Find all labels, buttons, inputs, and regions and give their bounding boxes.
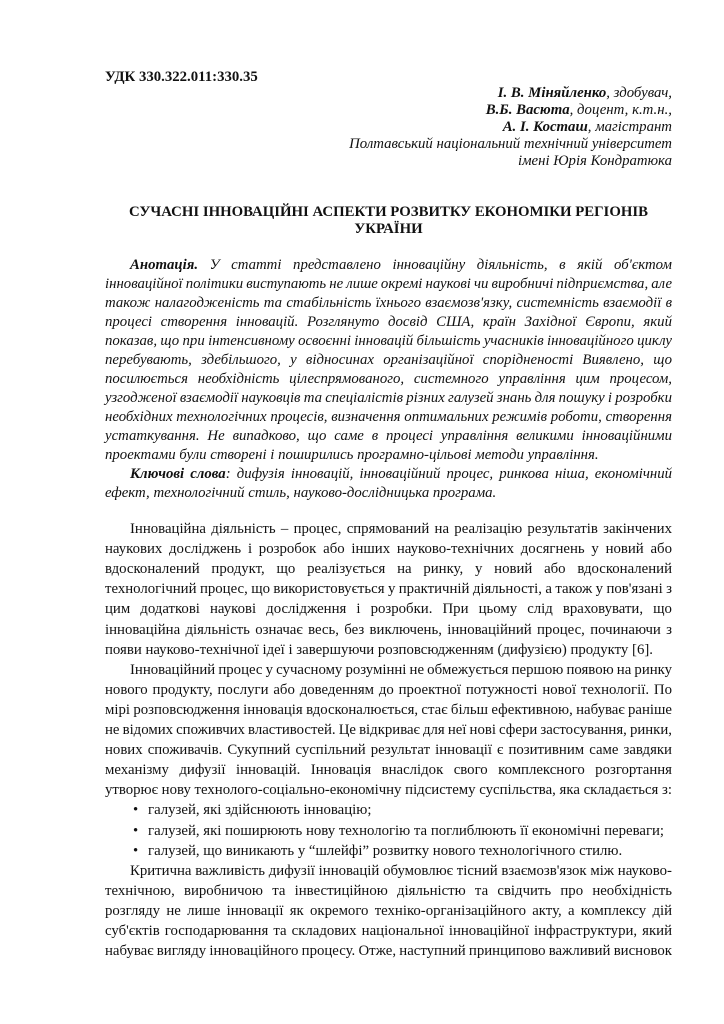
body-text: вдосконалений продукт, що реалізується на ринку, у новий або вдосконалений [105, 561, 673, 577]
abstract-line [105, 370, 672, 388]
body-text: технологічний процес, що використовується у практичній діяльності, а також у пов'язані з [105, 581, 672, 597]
keywords-text: : дифузія інновацій, інноваційний процес, ринкова ніша, економічний [225, 466, 673, 482]
abstract-line [105, 313, 672, 331]
body-line [105, 701, 672, 719]
bullet-item [148, 822, 672, 840]
body-text: утворює нову технолого-соціально-економічну підсистему суспільства, яка складається з: [105, 782, 672, 798]
body-line [105, 882, 672, 900]
body-line [105, 641, 672, 659]
body-text: нових споживачів. Сукупний суспільний результат інновації є позитивним саме завдяки [105, 742, 672, 758]
body-line [105, 922, 672, 940]
body-line [130, 520, 672, 538]
bullet-icon: • [133, 802, 139, 818]
abstract-text: У статті представлено інноваційну діяльність, в якій об'єктом [198, 257, 672, 273]
bullet-text: галузей, які поширюють нову технологію та поглиблюють її економічні переваги; [148, 823, 665, 839]
body-line [105, 540, 672, 558]
abstract-text: процесі створення інновацій. Розглянуто досвід США, країн Західної Європи, який [105, 314, 672, 330]
body-text: Критична важливість дифузії інновацій обумовлює тісний взаємозв'язок між науково- [130, 863, 672, 879]
body-line [105, 721, 672, 739]
body-text: Інноваційний процес у сучасному розумінні не обмежується першою появою на ринку [130, 662, 673, 678]
bullet-item [148, 842, 672, 860]
body-line [105, 681, 672, 699]
body-line [105, 600, 672, 618]
body-line [130, 661, 672, 679]
body-text: мірі розповсюдження інновація вдосконалюється, стає більш ефективною, набуває раніше [105, 702, 672, 718]
abstract-line [105, 351, 672, 369]
keywords-line [130, 465, 672, 483]
body-line [105, 621, 672, 639]
keywords-text: ефект, технологічний стиль, науково-дослідницька програма. [105, 485, 497, 501]
paper-title: УКРАЇНИ [354, 221, 423, 237]
body-line [105, 741, 672, 759]
author-name: В.Б. Васюта [485, 102, 570, 118]
abstract-text: посилюється необхідність цілеспрямованого, системного управління цим процесом, [105, 371, 672, 387]
body-line [105, 580, 672, 598]
bullet-item [148, 801, 672, 819]
abstract-text: необхідних технологічних процесів, визначення оптимальних режимів роботи, створення [105, 409, 672, 425]
author-line [105, 118, 672, 136]
author-line [105, 101, 672, 119]
abstract-line [130, 256, 672, 274]
body-text: не відомих споживчих властивостей. Це відкриває для неї нові сфери застосування, ринки, [105, 722, 672, 738]
body-text: наукових досліджень і розробок або інших науково-технічних досягнень у новий або [105, 541, 672, 557]
body-line [105, 781, 672, 799]
paper-title: СУЧАСНІ ІННОВАЦІЙНІ АСПЕКТИ РОЗВИТКУ ЕКОНОМІКИ РЕГІОНІВ [129, 204, 648, 220]
body-text: суб'єктів господарювання та складових національної інноваційної інфраструктури, який [105, 923, 673, 939]
bullet-text: галузей, які здійснюють інновацію; [148, 802, 372, 818]
body-text: механізму дифузії інновацій. Інновація внаслідок свого комплексного розгортання [105, 762, 672, 778]
bullet-icon: • [133, 843, 139, 859]
body-text: нового продукту, послуги або доведенням до проектної потужності нової технології. По [105, 682, 672, 698]
affiliation-line: Полтавський національний технічний університет [349, 136, 672, 152]
abstract-text: також налагодженість та стабільність їхнього взаємозв'язку, системність взаємодії в [105, 295, 673, 311]
abstract-line [105, 389, 672, 407]
abstract-label: Анотація. [130, 257, 199, 273]
abstract-text: інноваційної політики виступають не лише окремі наукові чи виробничі підприємства, але [105, 276, 673, 292]
abstract-line [105, 275, 672, 293]
abstract-text: перебувають, здебільшого, у відносинах організаційної спорідненості Виявлено, що [105, 352, 672, 368]
bullet-text: галузей, що виникають у “шлейфі” розвитку нового технологічного стилю. [148, 843, 623, 859]
body-text: цим додаткові наукові дослідження і розробки. При цьому слід враховувати, що [105, 601, 672, 617]
body-text: Інноваційна діяльність – процес, спрямований на реалізацію результатів закінчених [130, 521, 672, 537]
author-role: , доцент, к.т.н., [569, 102, 672, 118]
body-text: інноваційна діяльність означає весь, без виключень, інноваційний процес, починаючи з [105, 622, 673, 638]
abstract-line [105, 294, 672, 312]
author-role: , здобувач, [606, 85, 672, 101]
body-line [105, 902, 672, 920]
author-role: , магістрант [587, 119, 672, 135]
abstract-text: узгодженої взаємодії науковців та спеціалістів різних галузей знань для пошуку і розробки [105, 390, 673, 406]
bullet-icon: • [133, 823, 139, 839]
abstract-line [105, 427, 672, 445]
body-line [105, 761, 672, 779]
body-text: набуває вигляду інноваційного процесу. Отже, наступний принципово важливий висновок [105, 943, 672, 959]
author-name: А. І. Косташ [502, 119, 588, 135]
abstract-text: показав, що при інтенсивному освоєнні інновацій більшість учасників інноваційного циклу [105, 333, 672, 349]
body-line [105, 560, 672, 578]
body-line [105, 942, 672, 960]
abstract-line [105, 332, 672, 350]
body-text: появи науково-технічної ідеї і завершуючи розповсюдженням (дифузією) продукту [6]. [105, 642, 653, 658]
keywords-label: Ключові слова [130, 466, 226, 482]
udc-code: УДК 330.322.011:330.35 [105, 69, 258, 85]
body-line [130, 862, 672, 880]
author-line [105, 84, 672, 102]
abstract-text: проектами були створені і поширились програмно-цільові методи управління. [105, 447, 599, 463]
author-name: І. В. Міняйленко [497, 85, 607, 101]
abstract-text: устаткування. Не випадково, що саме в процесі управління великими інноваційними [105, 428, 673, 444]
abstract-line [105, 446, 672, 464]
abstract-line [105, 408, 672, 426]
affiliation-line: імені Юрія Кондратюка [518, 153, 672, 169]
body-text: технічною, виробничою та інвестиційною діяльністю та свідчить про необхідність [105, 883, 673, 899]
keywords-line [105, 484, 672, 502]
body-text: розгляду не лише інновації як окремого техніко-організаційного акту, а комплексу дій [105, 903, 672, 919]
